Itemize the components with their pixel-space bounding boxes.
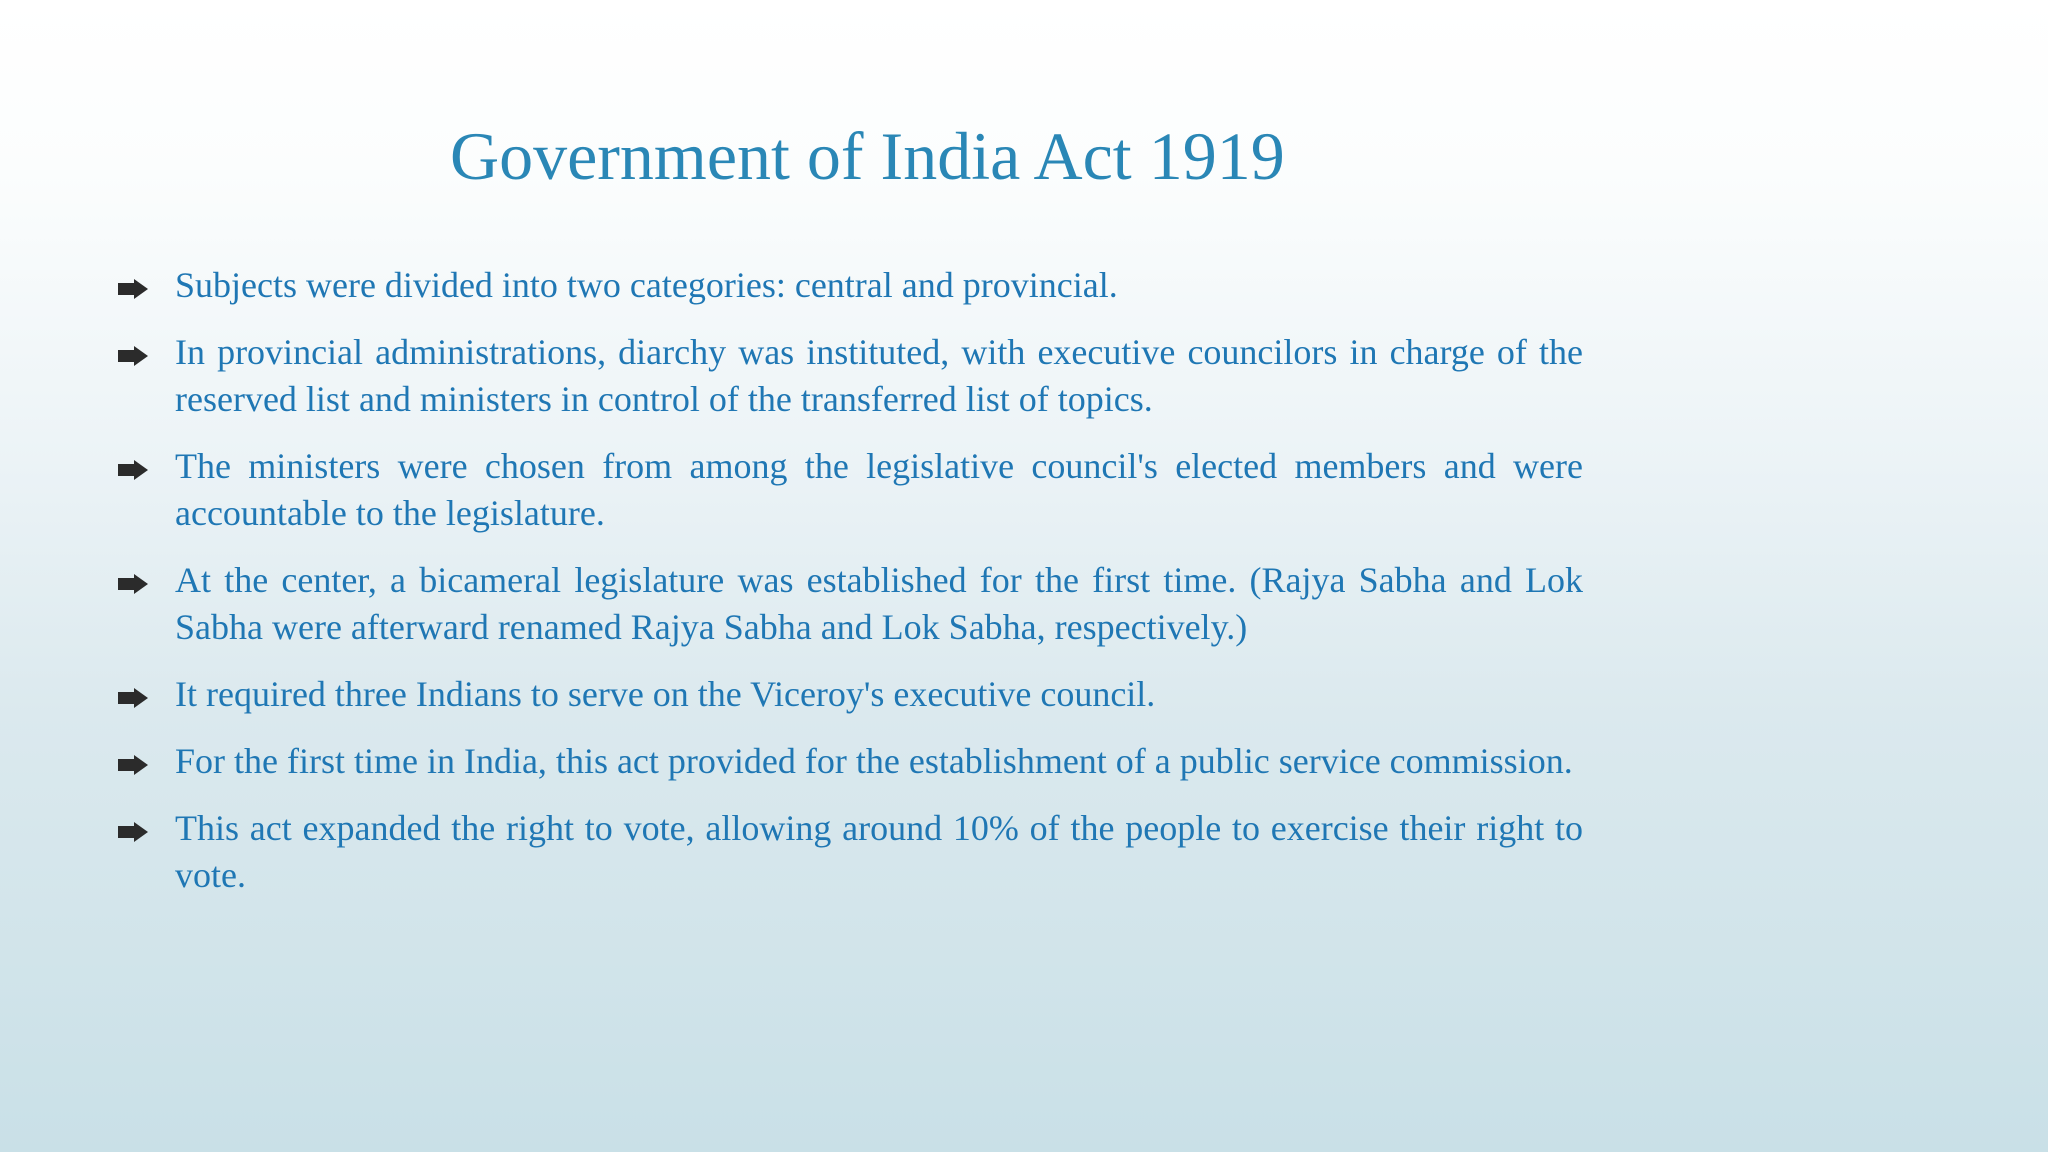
arrow-right-icon [118,755,148,775]
bullet-text: Subjects were divided into two categories: central and provincial. [175,265,1118,305]
bullet-item [0,262,2048,309]
bullet-item [0,805,2048,899]
bullet-text: This act expanded the right to vote, allowing around 10% of the people to exercise their right to vote. [175,808,1583,895]
bullet-item [0,671,2048,718]
bullet-item [0,738,2048,785]
bullet-text: The ministers were chosen from among the legislative council's elected members and were accountable to the legislature. [175,446,1583,533]
arrow-right-icon [118,822,148,842]
bullet-text: At the center, a bicameral legislature was established for the first time. (Rajya Sabha and Lok Sabha were afterward renamed Rajya Sabha and Lok Sabha, respectively.) [175,560,1583,647]
bullet-item [0,557,2048,651]
arrow-right-icon [118,460,148,480]
bullet-item [0,329,2048,423]
arrow-right-icon [118,574,148,594]
arrow-right-icon [118,688,148,708]
bullet-list [0,262,2048,919]
bullet-text: It required three Indians to serve on the Viceroy's executive council. [175,674,1156,714]
bullet-text: In provincial administrations, diarchy was instituted, with executive councilors in charge of the reserved list and ministers in control of the transferred list of topics. [175,332,1583,419]
bullet-item [0,443,2048,537]
arrow-right-icon [118,346,148,366]
arrow-right-icon [118,279,148,299]
bullet-text: For the first time in India, this act provided for the establishment of a public service commission. [175,741,1573,781]
slide-title: Government of India Act 1919 [450,118,1285,194]
